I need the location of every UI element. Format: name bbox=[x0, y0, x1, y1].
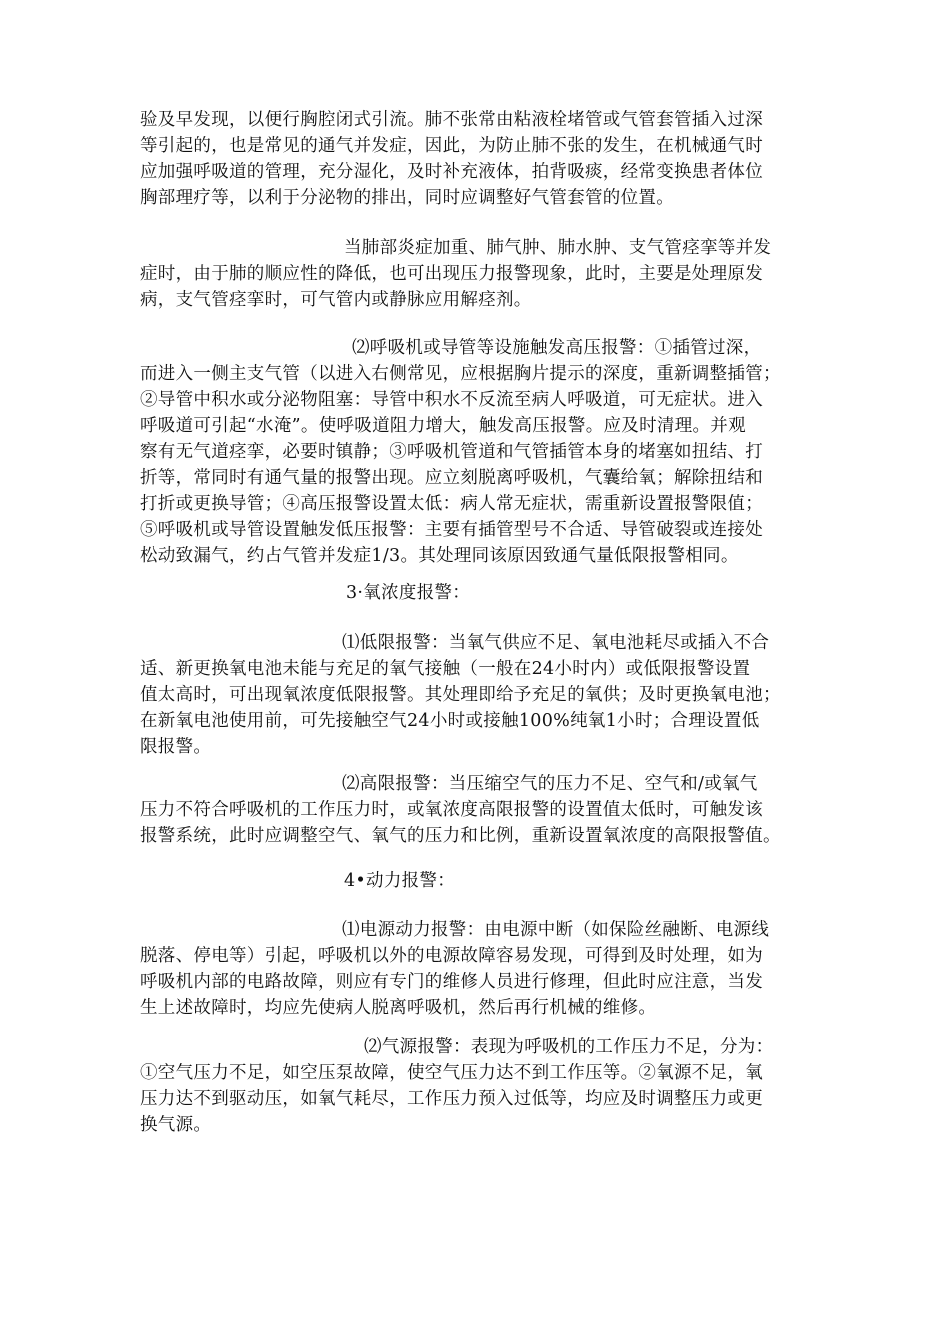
text-line: 症时，由于肺的顺应性的降低，也可出现压力报警现象，此时，主要是处理原发 bbox=[140, 264, 763, 284]
text-line: 值太高时，可出现氧浓度低限报警。其处理即给予充足的氧供；及时更换氧电池； bbox=[140, 685, 781, 705]
text-line: 适、新更换氧电池未能与充足的氧气接触（一般在24小时内）或低限报警设置 bbox=[140, 659, 751, 679]
text-line: 呼吸道可引起“水淹”。使呼吸道阻力增大，触发高压报警。应及时清理。并观 bbox=[140, 416, 746, 436]
text-line: ⑤呼吸机或导管设置触发低压报警：主要有插管型号不合适、导管破裂或连接处 bbox=[140, 520, 763, 540]
text-line: 病，支气管痉挛时，可气管内或静脉应用解痉剂。 bbox=[140, 290, 532, 310]
text-line: 脱落、停电等）引起，呼吸机以外的电源故障容易发现，可得到及时处理，如为 bbox=[140, 946, 763, 966]
text-line: 报警系统，此时应调整空气、氧气的压力和比例，重新设置氧浓度的高限报警值。 bbox=[140, 826, 781, 846]
text-line: ⑵气源报警：表现为呼吸机的工作压力不足，分为： bbox=[364, 1037, 774, 1057]
text-line: ②导管中积水或分泌物阻塞：导管中积水不反流至病人呼吸道，可无症状。进入 bbox=[140, 390, 763, 410]
text-line: 等引起的，也是常见的通气并发症，因此，为防止肺不张的发生，在机械通气时 bbox=[140, 136, 763, 156]
text-line: 生上述故障时，均应先使病人脱离呼吸机，然后再行机械的维修。 bbox=[140, 998, 657, 1018]
text-line: ⑴电源动力报警：由电源中断（如保险丝融断、电源线 bbox=[342, 920, 770, 940]
text-line: 打折或更换导管；④高压报警设置太低：病人常无症状，需重新设置报警限值； bbox=[140, 494, 763, 514]
paragraph-high-pressure-alarm bbox=[140, 335, 820, 569]
text-line: ⑵呼吸机或导管等设施触发高压报警：①插管过深， bbox=[352, 338, 762, 358]
text-line: 限报警。 bbox=[140, 737, 212, 757]
paragraph-gas-source-alarm bbox=[140, 1034, 820, 1138]
paragraph-lung-inflammation bbox=[140, 235, 820, 313]
text-line: ⑵高限报警：当压缩空气的压力不足、空气和/或氧气 bbox=[342, 774, 758, 794]
text-line: 胸部理疗等，以利于分泌物的排出，同时应调整好气管套管的位置。 bbox=[140, 188, 674, 208]
heading-oxygen-alarm bbox=[140, 580, 820, 606]
text-line: 应加强呼吸道的管理，充分湿化，及时补充液体，拍背吸痰，经常变换患者体位 bbox=[140, 162, 763, 182]
text-line: ⑴低限报警：当氧气供应不足、氧电池耗尽或插入不合 bbox=[342, 633, 770, 653]
paragraph-high-limit-alarm bbox=[140, 771, 820, 849]
text-line: 松动致漏气，约占气管并发症1/3。其处理同该原因致通气量低限报警相同。 bbox=[140, 546, 739, 566]
text-line: 换气源。 bbox=[140, 1115, 212, 1135]
text-line: 验及早发现，以便行胸腔闭式引流。肺不张常由粘液栓堵管或气管套管插入过深 bbox=[140, 110, 763, 130]
paragraph-power-source-alarm bbox=[140, 917, 820, 1021]
text-line: 在新氧电池使用前，可先接触空气24小时或接触100%纯氧1小时；合理设置低 bbox=[140, 711, 760, 731]
paragraph-low-limit-alarm bbox=[140, 630, 820, 760]
text-line: ①空气压力不足，如空压泵故障，使空气压力达不到工作压等。②氧源不足，氧 bbox=[140, 1063, 763, 1083]
section-heading: 3·氧浓度报警： bbox=[346, 583, 471, 603]
text-line: 当肺部炎症加重、肺气肿、肺水肿、支气管痉挛等并发 bbox=[344, 238, 772, 258]
section-heading: 4•动力报警： bbox=[344, 871, 456, 891]
paragraph-pneumothorax-atelectasis bbox=[140, 107, 820, 211]
text-line: 压力达不到驱动压，如氧气耗尽，工作压力预入过低等，均应及时调整压力或更 bbox=[140, 1089, 763, 1109]
text-line: 而进入一侧主支气管（以进入右侧常见，应根据胸片提示的深度，重新调整插管； bbox=[140, 364, 781, 384]
text-line: 察有无气道痉挛，必要时镇静；③呼吸机管道和气管插管本身的堵塞如扭结、打 bbox=[140, 442, 763, 462]
text-line: 呼吸机内部的电路故障，则应有专门的维修人员进行修理，但此时应注意，当发 bbox=[140, 972, 763, 992]
heading-power-alarm bbox=[140, 868, 820, 894]
text-line: 折等，常同时有通气量的报警出现。应立刻脱离呼吸机，气囊给氧；解除扭结和 bbox=[140, 468, 763, 488]
text-line: 压力不符合呼吸机的工作压力时，或氧浓度高限报警的设置值太低时，可触发该 bbox=[140, 800, 763, 820]
